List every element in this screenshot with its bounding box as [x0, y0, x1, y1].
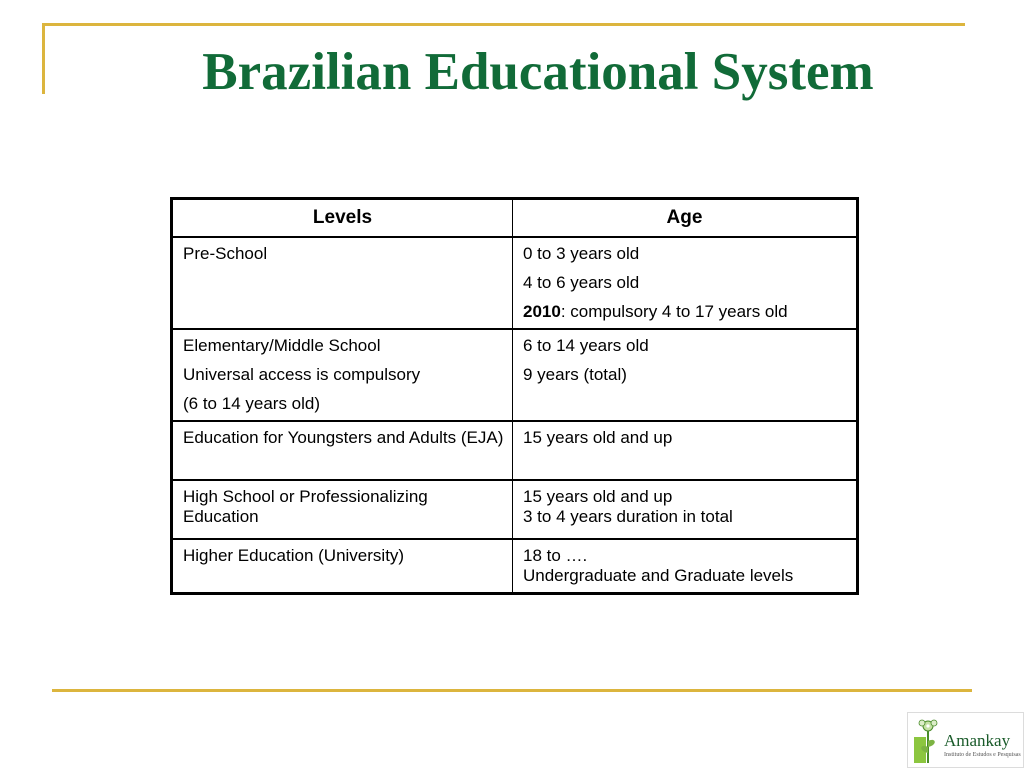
- age-cell: [513, 421, 858, 480]
- bottom-divider: [52, 689, 972, 692]
- logo-name: Amankay: [944, 731, 1011, 750]
- table-row: [172, 480, 858, 539]
- table-row: [172, 329, 858, 421]
- slide-title: Brazilian Educational System: [202, 43, 874, 101]
- top-divider: [42, 23, 965, 26]
- education-table: [170, 197, 859, 595]
- year-2010-text: 2010: [523, 302, 561, 321]
- logo-subtitle: Instituto de Estudos e Pesquisas: [944, 752, 1021, 758]
- age-cell: [513, 329, 858, 421]
- age-text: 4 to 6 years old: [523, 273, 640, 292]
- age-cell: [513, 539, 858, 594]
- age-text: Undergraduate and Graduate levels: [523, 566, 794, 585]
- level-text: Higher Education (University): [183, 546, 405, 565]
- level-text: (6 to 14 years old): [183, 394, 321, 413]
- table-header-row: [172, 199, 858, 238]
- age-text: 18 to ….: [523, 546, 588, 565]
- age-text: 0 to 3 years old: [523, 244, 640, 263]
- education-table-wrapper: [170, 197, 856, 595]
- table-row: [172, 539, 858, 594]
- age-text: 6 to 14 years old: [523, 336, 649, 355]
- age-text: 3 to 4 years duration in total: [523, 507, 733, 526]
- level-cell: [172, 539, 513, 594]
- level-text: Universal access is compulsory: [183, 365, 421, 384]
- level-text: Elementary/Middle School: [183, 336, 381, 355]
- age-cell: [513, 237, 858, 329]
- age-text: 9 years (total): [523, 365, 627, 384]
- level-cell: [172, 421, 513, 480]
- level-text: Education for Youngsters and Adults (EJA): [183, 428, 504, 447]
- age-cell: [513, 480, 858, 539]
- age-text: 15 years old and up: [523, 487, 673, 506]
- table-row: [172, 237, 858, 329]
- level-cell: [172, 480, 513, 539]
- header-levels: Levels: [172, 199, 513, 238]
- level-text: High School or Professionalizing Education: [183, 487, 428, 526]
- flower-icon: [912, 717, 942, 765]
- compulsory-text: : compulsory 4 to 17 years old: [560, 302, 788, 321]
- age-text-compulsory: [523, 302, 848, 322]
- level-cell: [172, 329, 513, 421]
- amankay-logo: [907, 712, 1024, 768]
- age-text: 15 years old and up: [523, 428, 673, 447]
- header-age: Age: [513, 199, 858, 238]
- table-row: [172, 421, 858, 480]
- level-text: Pre-School: [183, 244, 268, 263]
- level-cell: [172, 237, 513, 329]
